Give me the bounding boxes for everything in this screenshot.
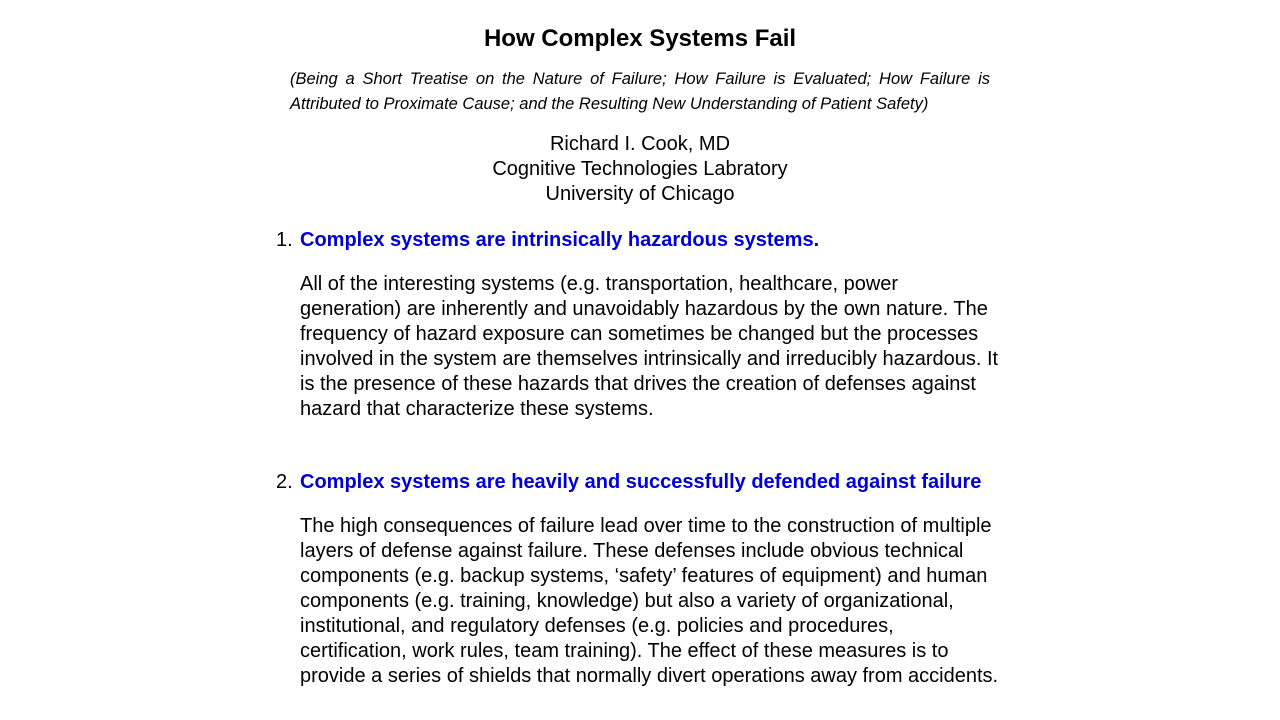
author-name: Richard I. Cook, MD (549, 133, 731, 155)
list-item-heading (276, 470, 996, 495)
list-item-number: 2. (276, 471, 293, 493)
list-item-title: Complex systems are intrinsically hazardous systems. (300, 229, 820, 251)
author-lab: Cognitive Technologies Labratory (492, 158, 788, 180)
list-item-heading (276, 228, 996, 253)
list-item-body: All of the interesting systems (e.g. transportation, healthcare, power generation) are inherently and unavoidably hazardous by the own nature. The frequency of hazard exposure can sometimes be changed but the processes involved in the system are themselves intrinsically and irreducibly hazardous. It is the presence of these hazards that drives the creation of defenses against hazard that characterize these systems. (300, 273, 999, 420)
page-title: How Complex Systems Fail (483, 25, 797, 52)
author-institution: University of Chicago (545, 183, 735, 205)
list-item-body: The high consequences of failure lead over time to the construction of multiple layers of defense against failure. These defenses include obvious technical components (e.g. backup systems, ‘safety’ features of equipment) and human components (e.g. training, knowledge) but also a variety of organizational, institutional, and regulatory defenses (e.g. policies and procedures, certification, work rules, team training). The effect of these measures is to provide a series of shields that normally divert operations away from accidents. (300, 515, 999, 687)
page-subtitle: (Being a Short Treatise on the Nature of Failure; How Failure is Evaluated; How Failure is Attributed to Proximate Cause; and the Resulting New Understanding of Patient Safety) (290, 70, 990, 113)
list-item-number: 1. (276, 229, 293, 251)
author-block (0, 132, 1280, 207)
list-item-title: Complex systems are heavily and successfully defended against failure (300, 471, 982, 493)
